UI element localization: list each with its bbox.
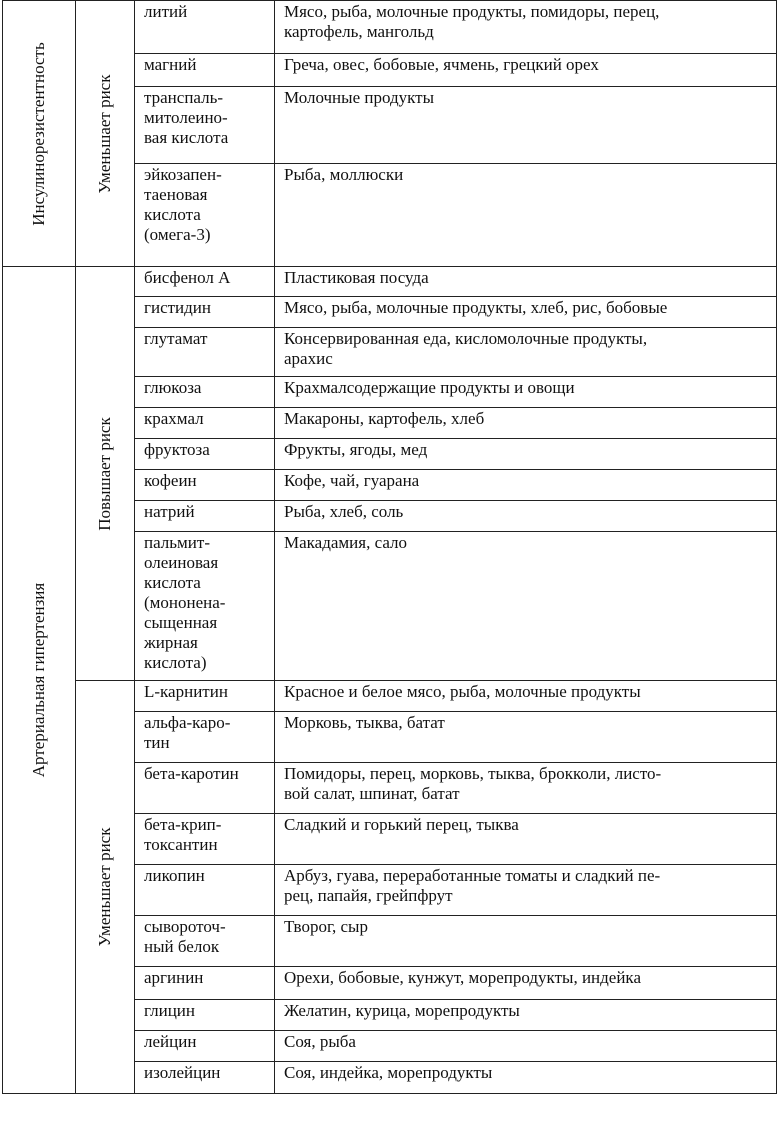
cell-line: вая кислота: [144, 128, 229, 147]
substance-cell: [135, 967, 275, 1000]
substance-cell: [135, 865, 275, 916]
cell-line: изолейцин: [144, 1063, 221, 1082]
table-row: [3, 681, 777, 712]
condition-label: Артериальная гипертензия: [29, 582, 48, 778]
substance-cell: [135, 712, 275, 763]
cell-line: Рыба, хлеб, соль: [284, 502, 404, 521]
food-sources-cell: [275, 814, 777, 865]
substance-cell: [135, 377, 275, 408]
effect-cell: [76, 681, 135, 1094]
food-sources-cell: [275, 967, 777, 1000]
substance-cell: [135, 916, 275, 967]
cell-line: тин: [144, 733, 170, 752]
cell-line: Греча, овес, бобовые, ячмень, грецкий орех: [284, 55, 599, 74]
cell-line: глицин: [144, 1001, 195, 1020]
food-sources-cell: [275, 1031, 777, 1062]
substance-cell: [135, 54, 275, 87]
effect-cell: [76, 1, 135, 267]
cell-line: Соя, индейка, морепродукты: [284, 1063, 493, 1082]
cell-line: Макароны, картофель, хлеб: [284, 409, 485, 428]
cell-line: (мононена-: [144, 593, 226, 612]
food-sources-cell: [275, 1062, 777, 1094]
cell-line: Пластиковая посуда: [284, 268, 429, 287]
substance-cell: [135, 267, 275, 297]
cell-line: Молочные продукты: [284, 88, 435, 107]
food-sources-cell: [275, 501, 777, 532]
cell-line: Морковь, тыква, батат: [284, 713, 445, 732]
effect-label: Уменьшает риск: [95, 74, 114, 193]
substance-cell: [135, 164, 275, 267]
cell-line: глюкоза: [144, 378, 202, 397]
food-sources-cell: [275, 54, 777, 87]
table-body: [3, 1, 777, 1094]
food-sources-cell: [275, 712, 777, 763]
cell-line: кислота: [144, 573, 201, 592]
cell-line: жирная: [144, 633, 198, 652]
cell-line: Консервированная еда, кисломолочные продукты,: [284, 329, 648, 348]
cell-line: Орехи, бобовые, кунжут, морепродукты, индейка: [284, 968, 641, 987]
cell-line: арахис: [284, 349, 333, 368]
cell-line: таеновая: [144, 185, 208, 204]
cell-line: L-карнитин: [144, 682, 228, 701]
food-sources-cell: [275, 297, 777, 328]
cell-line: рец, папайя, грейпфрут: [284, 886, 453, 905]
substance-cell: [135, 501, 275, 532]
food-sources-cell: [275, 164, 777, 267]
cell-line: Помидоры, перец, морковь, тыква, брокколи, листо-: [284, 764, 662, 783]
cell-line: олеиновая: [144, 553, 219, 572]
cell-line: Фрукты, ягоды, мед: [284, 440, 428, 459]
food-sources-cell: [275, 87, 777, 164]
substance-cell: [135, 1000, 275, 1031]
effect-label: Повышает риск: [95, 416, 114, 531]
cell-line: сыщенная: [144, 613, 218, 632]
table-row: [3, 267, 777, 297]
cell-line: вой салат, шпинат, батат: [284, 784, 460, 803]
substance-cell: [135, 470, 275, 501]
cell-line: Арбуз, гуава, переработанные томаты и сладкий пе-: [284, 866, 661, 885]
cell-line: Рыба, моллюски: [284, 165, 404, 184]
cell-line: бета-крип-: [144, 815, 222, 834]
cell-line: Красное и белое мясо, рыба, молочные продукты: [284, 682, 641, 701]
table-row: [3, 1, 777, 54]
substance-cell: [135, 532, 275, 681]
cell-line: бисфенол А: [144, 268, 231, 287]
substance-cell: [135, 681, 275, 712]
cell-line: бета-каротин: [144, 764, 239, 783]
food-sources-cell: [275, 328, 777, 377]
condition-label: Инсулинорезистентность: [29, 41, 48, 226]
cell-line: Желатин, курица, морепродукты: [284, 1001, 520, 1020]
food-sources-cell: [275, 1000, 777, 1031]
cell-line: кислота): [144, 653, 207, 672]
cell-line: ный белок: [144, 937, 220, 956]
food-sources-cell: [275, 1, 777, 54]
substance-cell: [135, 439, 275, 470]
cell-line: Творог, сыр: [284, 917, 368, 936]
substances-table: [2, 0, 777, 1094]
cell-line: (омега-3): [144, 225, 211, 244]
cell-line: картофель, мангольд: [284, 22, 434, 41]
substance-cell: [135, 408, 275, 439]
cell-line: митолеино-: [144, 108, 228, 127]
cell-line: литий: [144, 2, 188, 21]
cell-line: сывороточ-: [144, 917, 226, 936]
cell-line: глутамат: [144, 329, 208, 348]
cell-line: ликопин: [144, 866, 205, 885]
substance-cell: [135, 87, 275, 164]
cell-line: аргинин: [144, 968, 204, 987]
food-sources-cell: [275, 916, 777, 967]
effect-label: Уменьшает риск: [95, 827, 114, 947]
cell-line: магний: [144, 55, 197, 74]
substance-cell: [135, 1, 275, 54]
cell-line: Мясо, рыба, молочные продукты, хлеб, рис, бобовые: [284, 298, 668, 317]
food-sources-cell: [275, 532, 777, 681]
cell-line: Сладкий и горький перец, тыква: [284, 815, 519, 834]
cell-line: крахмал: [144, 409, 204, 428]
cell-line: Кофе, чай, гуарана: [284, 471, 420, 490]
substance-cell: [135, 297, 275, 328]
food-sources-cell: [275, 439, 777, 470]
food-sources-cell: [275, 763, 777, 814]
cell-line: кофеин: [144, 471, 197, 490]
condition-cell: [3, 267, 76, 1094]
cell-line: Макадамия, сало: [284, 533, 408, 552]
substance-cell: [135, 1062, 275, 1094]
substance-cell: [135, 328, 275, 377]
cell-line: Крахмалсодержащие продукты и овощи: [284, 378, 575, 397]
cell-line: натрий: [144, 502, 195, 521]
cell-line: Мясо, рыба, молочные продукты, помидоры, перец,: [284, 2, 660, 21]
food-sources-cell: [275, 267, 777, 297]
cell-line: гистидин: [144, 298, 211, 317]
cell-line: пальмит-: [144, 533, 210, 552]
food-sources-cell: [275, 865, 777, 916]
food-sources-cell: [275, 470, 777, 501]
effect-cell: [76, 267, 135, 681]
substance-cell: [135, 763, 275, 814]
food-sources-cell: [275, 681, 777, 712]
cell-line: альфа-каро-: [144, 713, 231, 732]
substance-cell: [135, 814, 275, 865]
cell-line: фруктоза: [144, 440, 210, 459]
food-sources-cell: [275, 377, 777, 408]
cell-line: Соя, рыба: [284, 1032, 356, 1051]
condition-cell: [3, 1, 76, 267]
food-sources-cell: [275, 408, 777, 439]
substance-cell: [135, 1031, 275, 1062]
cell-line: лейцин: [144, 1032, 197, 1051]
cell-line: эйкозапен-: [144, 165, 222, 184]
cell-line: кислота: [144, 205, 201, 224]
cell-line: токсантин: [144, 835, 218, 854]
cell-line: транспаль-: [144, 88, 224, 107]
